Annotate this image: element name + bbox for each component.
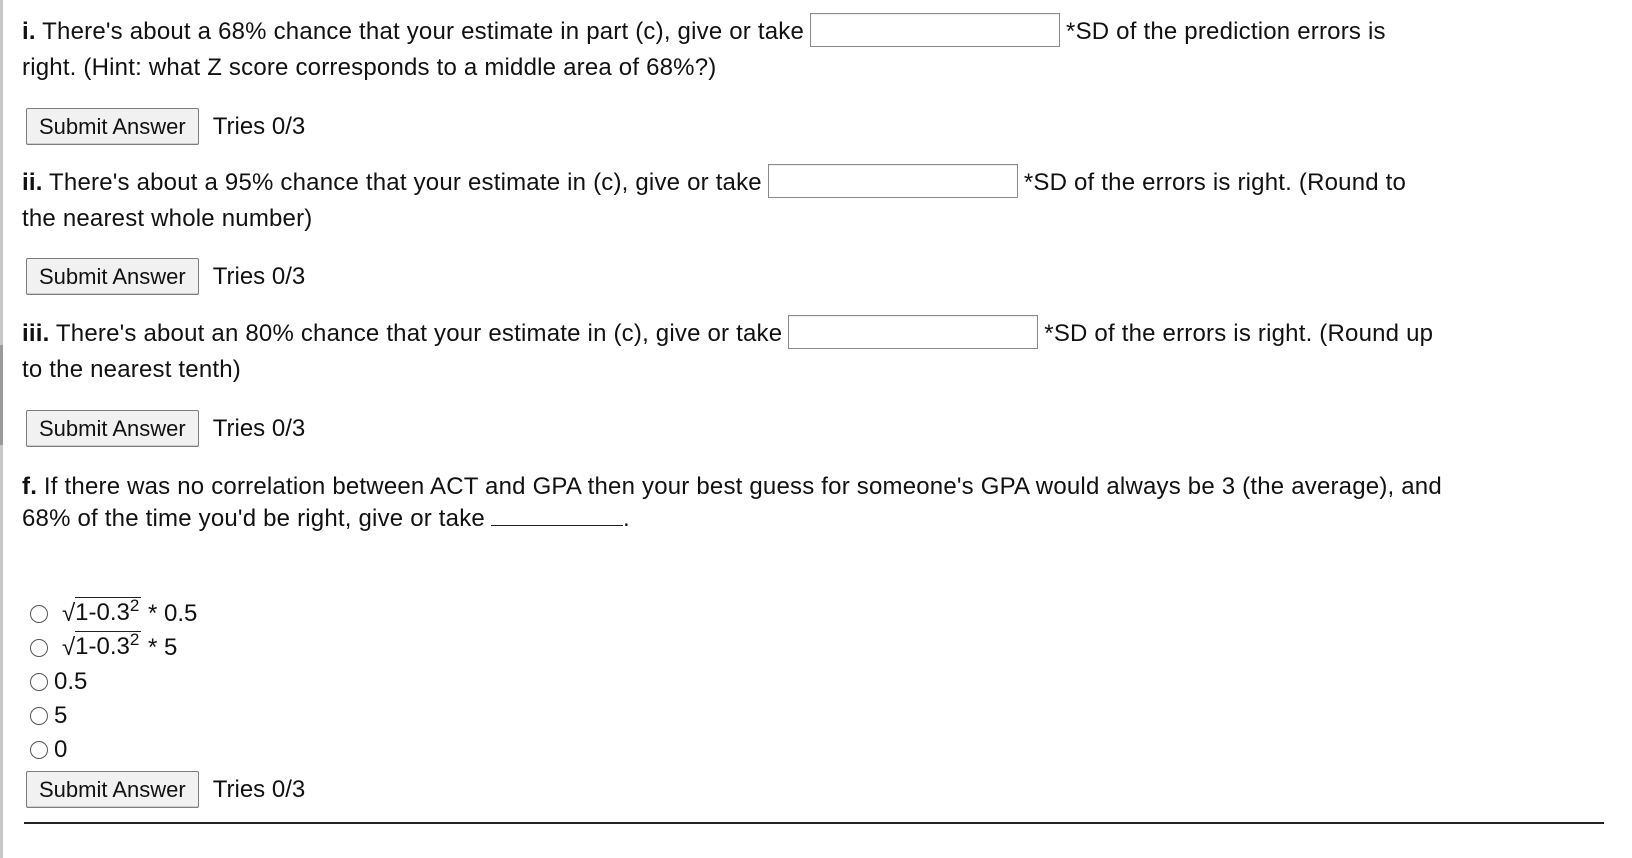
question-iii-submit-row [26, 410, 1622, 447]
question-i-line1 [22, 14, 1622, 50]
question-iii-submit-button[interactable]: Submit Answer [26, 410, 199, 447]
choice-option-3-label: 0.5 [54, 668, 88, 695]
question-ii-tries: Tries 0/3 [212, 262, 306, 290]
question-ii-label: ii. [22, 169, 43, 196]
choice-option-2[interactable] [30, 631, 1622, 665]
question-iii-line2: to the nearest tenth) [22, 356, 242, 383]
choice-option-2-base: 1-0.3 [75, 633, 130, 660]
question-ii-line2: the nearest whole number) [22, 205, 313, 232]
question-f-tries: Tries 0/3 [212, 775, 306, 803]
question-iii-text: There's about an 80% chance that your estimate in (c), give or take [49, 320, 783, 347]
sqrt-icon: √ [62, 634, 76, 661]
question-f [22, 471, 1622, 808]
question-ii [22, 165, 1622, 295]
choice-option-3-radio[interactable] [30, 673, 48, 691]
choice-option-4[interactable] [30, 699, 1622, 733]
question-ii-input[interactable] [768, 164, 1018, 198]
question-ii-text: There's about a 95% chance that your estimate in (c), give or take [42, 169, 762, 196]
question-f-choices [30, 597, 1622, 767]
question-i-submit-button[interactable]: Submit Answer [26, 108, 199, 145]
left-edge-shade [0, 345, 3, 445]
choice-option-1-base: 1-0.3 [75, 599, 130, 626]
question-f-line1 [22, 471, 1622, 503]
question-iii-text-after: *SD of the errors is right. (Round up [1044, 320, 1434, 347]
question-i-input[interactable] [810, 13, 1060, 47]
choice-option-5-radio[interactable] [30, 741, 48, 759]
question-ii-submit-row [26, 258, 1622, 295]
question-i-text: There's about a 68% chance that your estimate in part (c), give or take [35, 18, 805, 45]
question-ii-line1 [22, 165, 1622, 201]
question-i-label: i. [22, 18, 36, 45]
sqrt-icon: √ [62, 600, 76, 627]
choice-option-4-radio[interactable] [30, 707, 48, 725]
question-f-blank [491, 505, 623, 526]
question-ii-submit-button[interactable]: Submit Answer [26, 258, 199, 295]
choice-option-2-radio[interactable] [30, 639, 48, 657]
question-i-tries: Tries 0/3 [212, 112, 306, 140]
choice-option-4-label: 5 [54, 702, 68, 729]
question-ii-text-after: *SD of the errors is right. (Round to [1023, 169, 1407, 196]
question-f-label: f. [22, 473, 38, 500]
choice-option-1-radicand [75, 597, 141, 628]
question-i-submit-row [26, 108, 1622, 145]
question-f-submit-row [26, 771, 1622, 808]
choice-option-1-exponent: 2 [129, 596, 140, 615]
choice-option-2-radicand [75, 631, 141, 662]
question-i [22, 14, 1622, 145]
question-iii [22, 316, 1622, 447]
choice-option-1-sqrt [62, 597, 141, 631]
choice-option-2-sqrt [62, 631, 141, 665]
choice-option-1-radio[interactable] [30, 605, 48, 623]
question-page [22, 14, 1622, 808]
question-iii-input[interactable] [788, 315, 1038, 349]
question-i-text-after: *SD of the prediction errors is [1066, 18, 1386, 45]
choice-option-1[interactable] [30, 597, 1622, 631]
question-iii-line1 [22, 316, 1622, 352]
question-iii-tries: Tries 0/3 [212, 414, 306, 442]
choice-option-3[interactable] [30, 665, 1622, 699]
choice-option-5-label: 0 [54, 736, 68, 763]
choice-option-5[interactable] [30, 733, 1622, 767]
question-i-line2: right. (Hint: what Z score corresponds to a middle area of 68%?) [22, 54, 717, 81]
question-f-line2 [22, 503, 1622, 535]
choice-option-2-suffix: * 5 [141, 634, 178, 661]
choice-option-1-suffix: * 0.5 [141, 600, 198, 627]
bottom-divider [24, 822, 1604, 824]
question-f-period: . [622, 505, 630, 532]
question-f-submit-button[interactable]: Submit Answer [26, 771, 199, 808]
question-f-text-line2: 68% of the time you'd be right, give or take [22, 505, 485, 532]
choice-option-2-exponent: 2 [129, 630, 140, 649]
question-f-text: If there was no correlation between ACT and GPA then your best guess for someone's GPA would always be 3 (the average), and [37, 473, 1442, 500]
question-iii-label: iii. [22, 320, 50, 347]
